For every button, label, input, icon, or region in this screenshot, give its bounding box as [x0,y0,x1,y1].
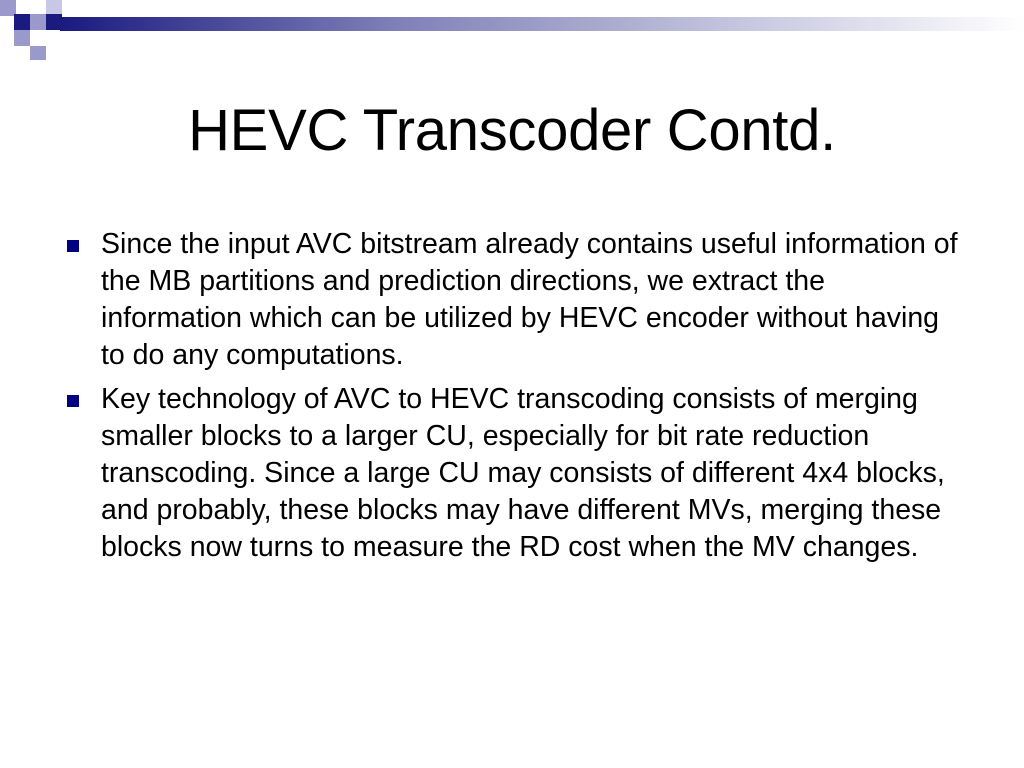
square-bullet-icon [67,395,79,407]
bullet-item [60,226,970,374]
header-gradient-band [0,0,1024,64]
deco-square [30,46,46,60]
header-decoration [0,0,1024,64]
deco-square [46,0,62,14]
gradient-bar [60,17,1024,31]
square-bullet-icon [67,240,79,252]
deco-square [46,14,62,30]
slide-title: HEVC Transcoder Contd. [188,98,836,163]
bullet-text: Since the input AVC bitstream already contains useful information of the MB partitions and prediction directions, we extract the information which can be utilized by HEVC encoder without having to do any computations. [101,228,958,371]
deco-square [14,14,30,30]
bullet-text: Key technology of AVC to HEVC transcoding consists of merging smaller blocks to a larger CU, especially for bit rate reduction transcoding. Since a large CU may consists of different 4x4 blocks, and probably, these blocks may have different MVs, merging these blocks now turns to measure the RD cost when the MV changes. [101,383,945,563]
bullet-item [60,381,970,566]
bullet-list [60,226,970,573]
deco-square [14,30,30,46]
deco-square [0,0,16,16]
deco-square [30,14,46,30]
